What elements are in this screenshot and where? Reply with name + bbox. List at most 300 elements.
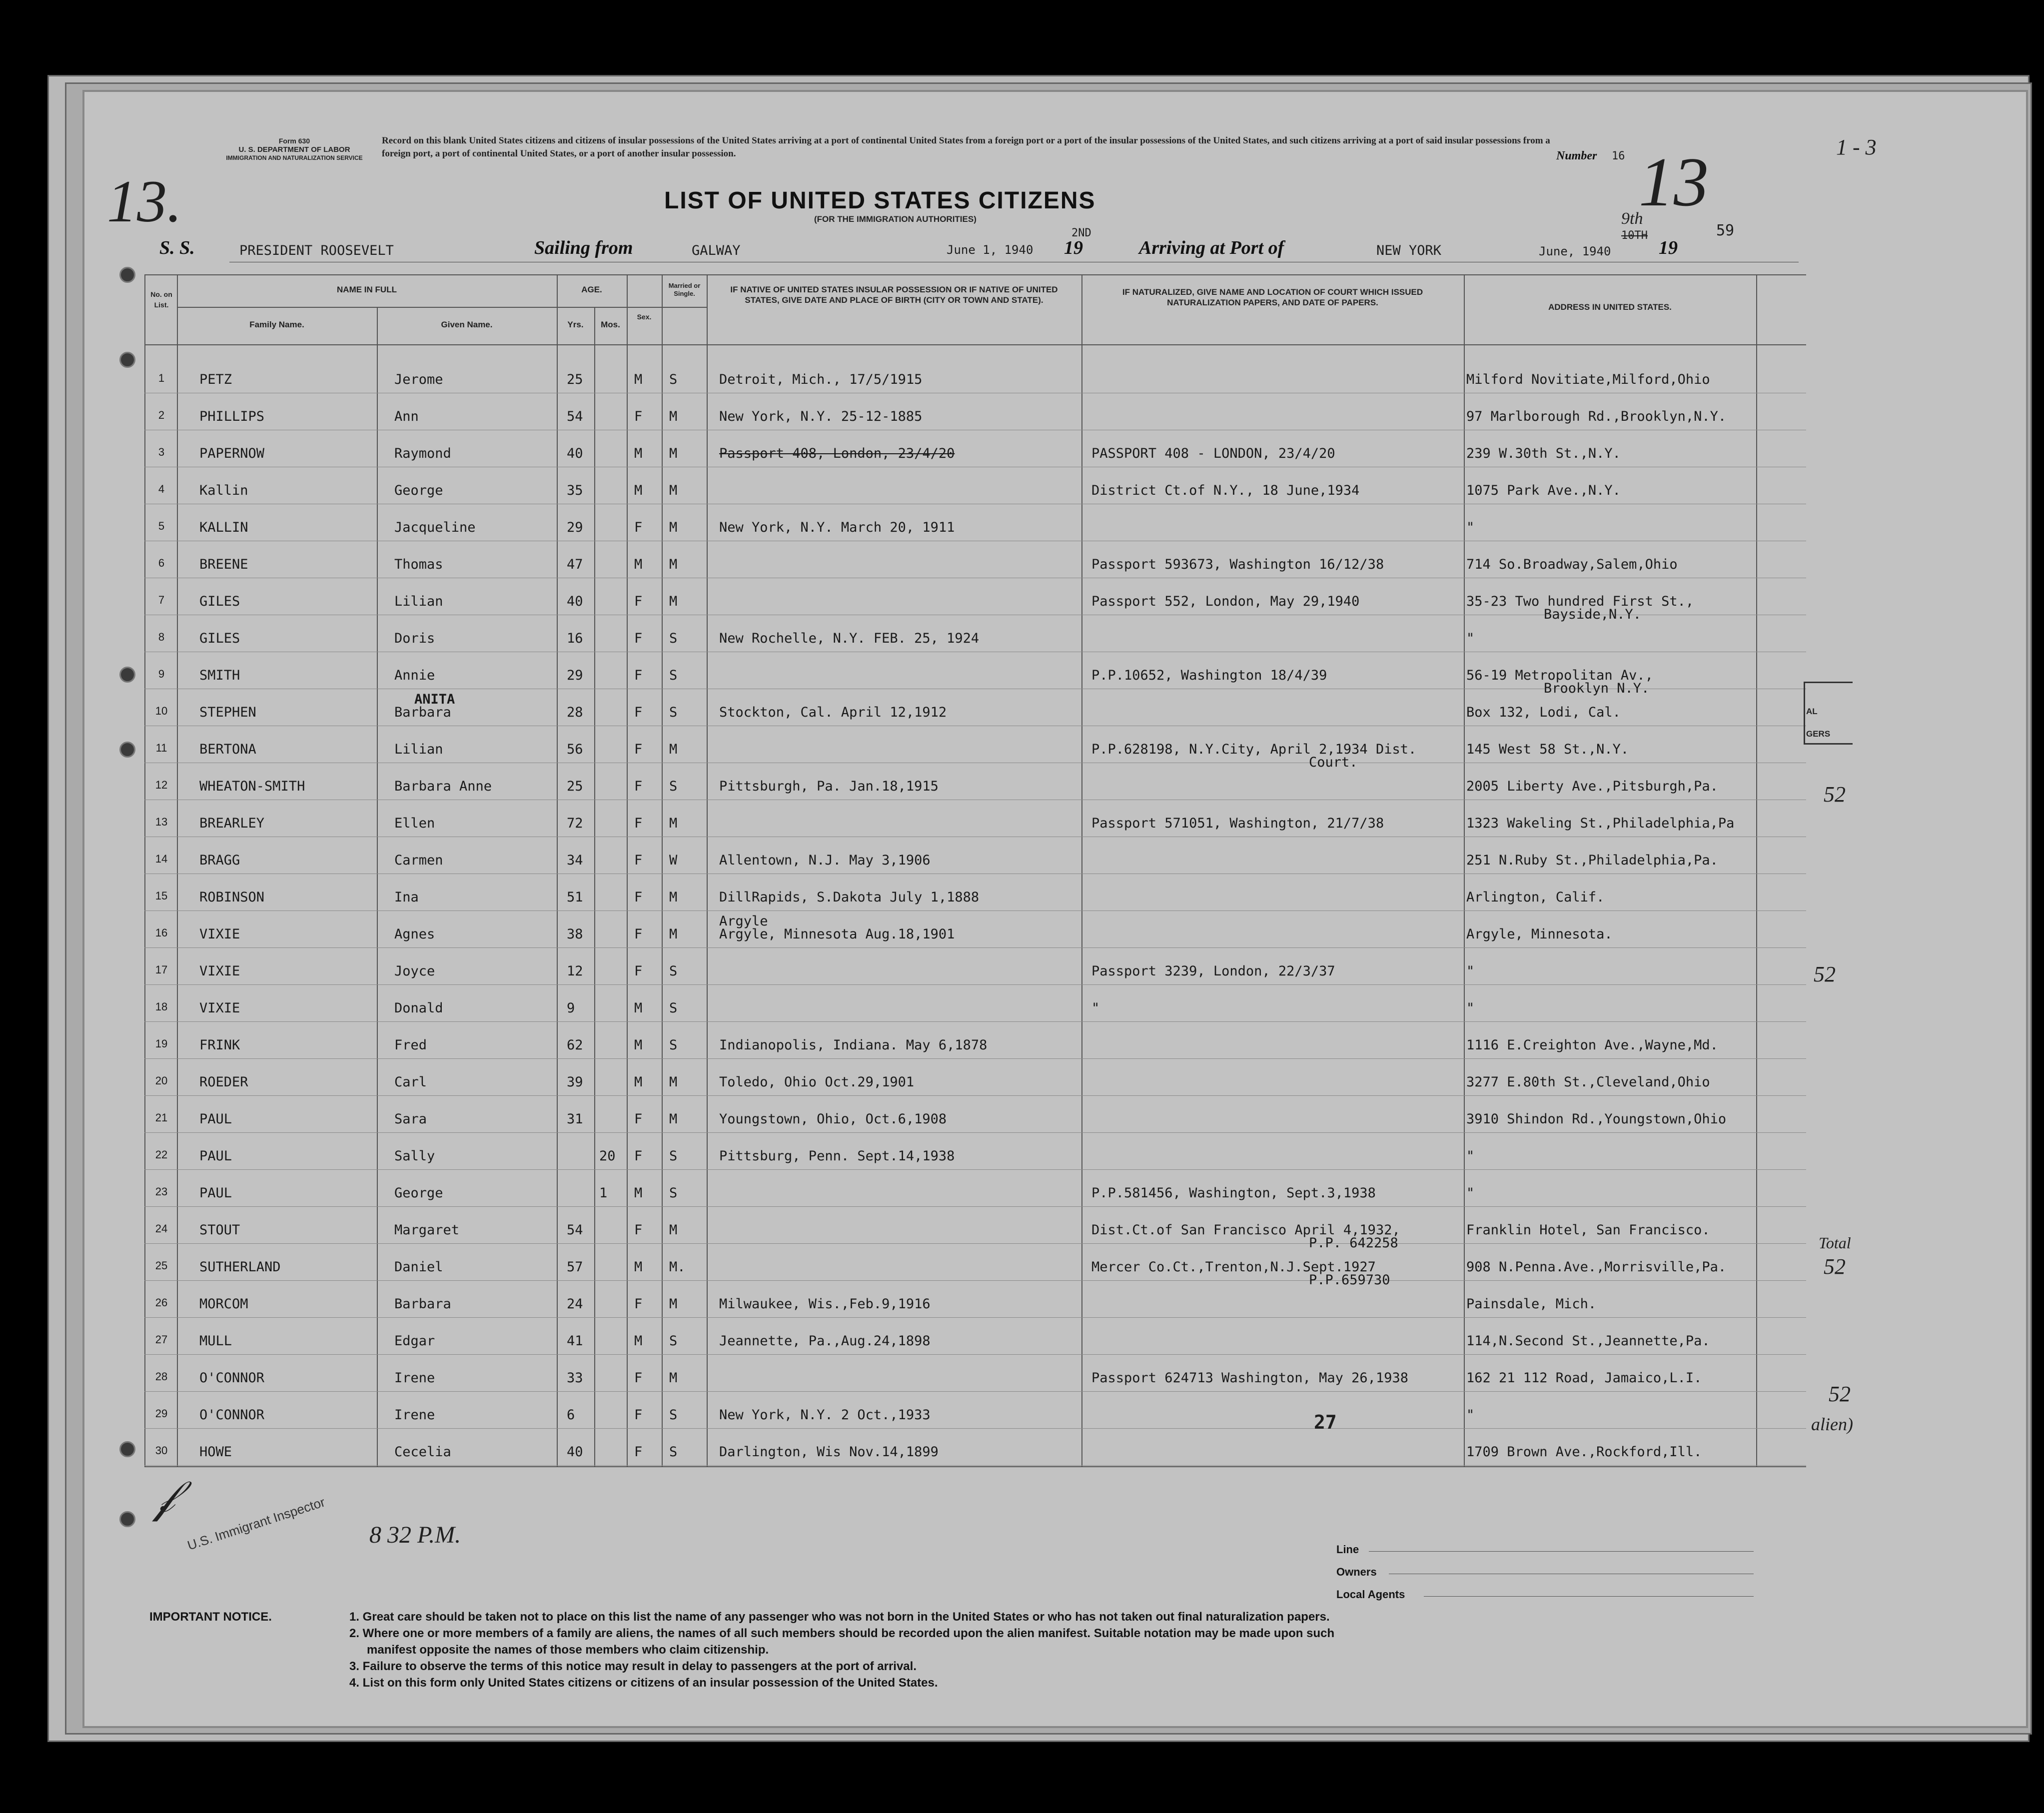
cell-yrs: 25 <box>567 779 583 794</box>
cell-yrs: 25 <box>567 372 583 387</box>
cell-nat: " <box>1091 1000 1100 1016</box>
cell-yrs: 6 <box>567 1407 575 1423</box>
cell-family: BREENE <box>199 557 248 572</box>
cell-ms: S <box>669 1444 678 1460</box>
cell-given: George <box>394 483 443 498</box>
number-label: Number <box>1556 149 1597 162</box>
cell-native: Argyle, Minnesota Aug.18,1901 <box>719 926 955 942</box>
total-value: 52 <box>1824 1254 1846 1279</box>
header-sex: Sex. <box>637 313 652 321</box>
cell-addr: 3910 Shindon Rd.,Youngstown,Ohio <box>1466 1111 1727 1127</box>
number-hand: 13 <box>1639 143 1709 221</box>
cell-yrs: 57 <box>567 1259 583 1275</box>
cell-family: BREARLEY <box>199 816 265 831</box>
row-rule <box>144 1280 1806 1281</box>
cell-addr: Arlington, Calif. <box>1466 890 1605 905</box>
cell-addr: " <box>1466 631 1475 646</box>
cell-given: Joyce <box>394 963 435 979</box>
cell-given: Ellen <box>394 816 435 831</box>
cell-ms: W <box>669 853 678 868</box>
cell-family: O'CONNOR <box>199 1407 265 1423</box>
service: IMMIGRATION AND NATURALIZATION SERVICE <box>226 154 363 161</box>
cell-addr: Box 132, Lodi, Cal. <box>1466 705 1621 720</box>
cell-family: BERTONA <box>199 742 256 757</box>
cell-ms: M <box>669 1370 678 1386</box>
cell-yrs: 12 <box>567 963 583 979</box>
cell-yrs: 33 <box>567 1370 583 1386</box>
row-rule <box>144 1317 1806 1318</box>
cell-ms: M <box>669 1222 678 1238</box>
cell-addr: 97 Marlborough Rd.,Brooklyn,N.Y. <box>1466 409 1727 424</box>
cell-sex: F <box>634 779 643 794</box>
cell-addr: 162 21 112 Road, Jamaico,L.I. <box>1466 1370 1702 1386</box>
notice-2b: manifest opposite the names of those members who claim citizenship. <box>367 1643 769 1657</box>
cell-addr-cont: Bayside,N.Y. <box>1544 607 1642 622</box>
header-age: AGE. <box>581 285 602 294</box>
cell-sex: F <box>634 1148 643 1164</box>
record-instructions: Record on this blank United States citizens and citizens of insular possessions of the United States arriving at a port of continental United States from a foreign port or a port of the insular possessions of the United States, and such citizens arriving at a port of said insular possessions from a foreign port, a port of continental United States, or a port of another insular possession. <box>382 135 1550 159</box>
cell-no: 11 <box>155 742 167 754</box>
cell-given: Sara <box>394 1111 427 1127</box>
cell-native-correction: Argyle <box>719 913 768 929</box>
cell-given: Barbara <box>394 1296 451 1312</box>
cell-family: Kallin <box>199 483 248 498</box>
cell-addr: 714 So.Broadway,Salem,Ohio <box>1466 557 1678 572</box>
cell-sex: F <box>634 742 643 757</box>
line-field <box>1369 1551 1754 1552</box>
cell-no: 28 <box>155 1370 168 1383</box>
cell-no: 9 <box>158 668 165 680</box>
cell-yrs: 40 <box>567 594 583 609</box>
cell-family: PETZ <box>199 372 232 387</box>
cell-addr: 1075 Park Ave.,N.Y. <box>1466 483 1621 498</box>
cell-sex: F <box>634 926 643 942</box>
cell-addr: " <box>1466 1148 1475 1164</box>
cell-addr: Milford Novitiate,Milford,Ohio <box>1466 372 1710 387</box>
cell-native: Stockton, Cal. April 12,1912 <box>719 705 947 720</box>
cell-sex: M <box>634 1185 643 1201</box>
hand-time: 8 32 P.M. <box>369 1522 461 1548</box>
sail-date: June 1, 1940 <box>947 243 1033 257</box>
manifest-page <box>82 90 2028 1728</box>
cell-ms: M <box>669 557 678 572</box>
cell-nat: Dist.Ct.of San Francisco April 4,1932, <box>1091 1222 1400 1238</box>
header-yrs: Yrs. <box>567 320 584 329</box>
cell-yrs: 31 <box>567 1111 583 1127</box>
cell-no: 21 <box>155 1111 168 1124</box>
cell-family: GILES <box>199 594 240 609</box>
line-label: Line <box>1336 1543 1359 1556</box>
cell-no: 19 <box>155 1037 168 1050</box>
cell-given-correction: ANITA <box>414 692 455 707</box>
cell-native: DillRapids, S.Dakota July 1,1888 <box>719 890 980 905</box>
cell-given: Ina <box>394 890 419 905</box>
tally-1: 52 <box>1824 782 1846 807</box>
cell-native: Allentown, N.J. May 3,1906 <box>719 853 931 868</box>
cell-ms: M <box>669 483 678 498</box>
row-rule <box>144 1058 1806 1059</box>
cell-nat: P.P.581456, Washington, Sept.3,1938 <box>1091 1185 1376 1201</box>
cell-addr: 239 W.30th St.,N.Y. <box>1466 446 1621 461</box>
arriving-label: Arriving at Port of <box>1139 237 1284 258</box>
page-number: 59 <box>1716 222 1735 239</box>
cell-sex: F <box>634 1222 643 1238</box>
cell-ms: S <box>669 1148 678 1164</box>
cell-family: PAPERNOW <box>199 446 265 461</box>
cell-native: Pittsburgh, Pa. Jan.18,1915 <box>719 779 939 794</box>
cell-yrs: 51 <box>567 890 583 905</box>
row-rule <box>144 1132 1806 1133</box>
cell-given: Doris <box>394 631 435 646</box>
cell-sex: F <box>634 520 643 535</box>
cell-ms: S <box>669 1333 678 1349</box>
cell-no: 2 <box>158 409 165 421</box>
cell-native: New York, N.Y. 2 Oct.,1933 <box>719 1407 931 1423</box>
cell-no: 29 <box>155 1407 168 1420</box>
cell-yrs: 9 <box>567 1000 575 1016</box>
cell-sex: M <box>634 1074 643 1090</box>
cell-yrs: 72 <box>567 816 583 831</box>
cell-family: WHEATON-SMITH <box>199 779 305 794</box>
cell-nat: PASSPORT 408 - LONDON, 23/4/20 <box>1091 446 1335 461</box>
cell-native: Pittsburg, Penn. Sept.14,1938 <box>719 1148 955 1164</box>
cell-yrs: 38 <box>567 926 583 942</box>
inspector-stamp: U.S. Immigrant Inspector <box>185 1494 327 1553</box>
cell-ms: S <box>669 1185 678 1201</box>
cell-family: HOWE <box>199 1444 232 1460</box>
cell-ms: S <box>669 1000 678 1016</box>
cell-addr: 56-19 Metropolitan Av., <box>1466 668 1653 683</box>
row-rule <box>144 984 1806 985</box>
cell-addr: " <box>1466 1185 1475 1201</box>
form-number: Form 630 <box>278 137 310 145</box>
cell-yrs: 39 <box>567 1074 583 1090</box>
header-married: Married or Single. <box>668 282 701 297</box>
cell-family: MORCOM <box>199 1296 248 1312</box>
sailing-label: Sailing from <box>534 237 633 258</box>
row-rule <box>144 1391 1806 1392</box>
cell-family: FRINK <box>199 1037 240 1053</box>
cell-yrs: 28 <box>567 705 583 720</box>
notice-title: IMPORTANT NOTICE. <box>149 1610 272 1624</box>
cell-native: New York, N.Y. March 20, 1911 <box>719 520 955 535</box>
cell-no: 6 <box>158 557 165 569</box>
cell-yrs: 47 <box>567 557 583 572</box>
department: U. S. DEPARTMENT OF LABOR <box>238 145 350 154</box>
cell-family: BRAGG <box>199 853 240 868</box>
manifest-table-body <box>84 92 2026 1726</box>
cell-native: Detroit, Mich., 17/5/1915 <box>719 372 923 387</box>
row-rule <box>144 1169 1806 1170</box>
to-port: NEW YORK <box>1376 243 1442 258</box>
cell-nat: Passport 552, London, May 29,1940 <box>1091 594 1360 609</box>
cell-nat: Mercer Co.Ct.,Trenton,N.J.Sept.1927 <box>1091 1259 1376 1275</box>
row-rule <box>144 1206 1806 1207</box>
left-hand-mark: 13. <box>107 168 182 234</box>
cell-addr: 114,N.Second St.,Jeannette,Pa. <box>1466 1333 1710 1349</box>
cell-yrs: 54 <box>567 1222 583 1238</box>
cell-sex: F <box>634 1370 643 1386</box>
cell-addr: 3277 E.80th St.,Cleveland,Ohio <box>1466 1074 1710 1090</box>
cell-given: Fred <box>394 1037 427 1053</box>
cell-family: STEPHEN <box>199 705 256 720</box>
cell-given: Cecelia <box>394 1444 451 1460</box>
page-title: LIST OF UNITED STATES CITIZENS <box>664 187 1096 214</box>
cell-native: New York, N.Y. 25-12-1885 <box>719 409 923 424</box>
cell-given: Lilian <box>394 742 443 757</box>
cell-no: 5 <box>158 520 165 532</box>
cell-no: 7 <box>158 594 165 606</box>
cell-no: 3 <box>158 446 165 458</box>
cell-family: PHILLIPS <box>199 409 265 424</box>
cell-native: Darlington, Wis Nov.14,1899 <box>719 1444 939 1460</box>
cell-sex: F <box>634 668 643 683</box>
cell-given: Carl <box>394 1074 427 1090</box>
cell-no: 30 <box>155 1444 168 1457</box>
header-name-in-full: NAME IN FULL <box>337 285 397 294</box>
cell-given: Jerome <box>394 372 443 387</box>
cell-addr: " <box>1466 1407 1475 1423</box>
cell-family: PAUL <box>199 1111 232 1127</box>
header-address: ADDRESS IN UNITED STATES. <box>1548 302 1672 312</box>
row-rule <box>144 1428 1806 1429</box>
cell-given: Irene <box>394 1370 435 1386</box>
cell-yrs: 62 <box>567 1037 583 1053</box>
year-suffix-2: 19 <box>1659 237 1678 258</box>
cell-addr: 1323 Wakeling St.,Philadelphia,Pa <box>1466 816 1735 831</box>
row-rule <box>144 1354 1806 1355</box>
cell-given: Carmen <box>394 853 443 868</box>
cell-addr: 1709 Brown Ave.,Rockford,Ill. <box>1466 1444 1702 1460</box>
number-typed: 16 <box>1611 150 1625 162</box>
cell-addr: 251 N.Ruby St.,Philadelphia,Pa. <box>1466 853 1718 868</box>
cell-sex: F <box>634 1111 643 1127</box>
cell-yrs: 41 <box>567 1333 583 1349</box>
cell-yrs: 40 <box>567 446 583 461</box>
row-rule <box>144 1021 1806 1022</box>
cell-sex: F <box>634 963 643 979</box>
cell-yrs: 16 <box>567 631 583 646</box>
cell-given: Irene <box>394 1407 435 1423</box>
cell-given: Jacqueline <box>394 520 476 535</box>
notice-2a: 2. Where one or more members of a family are aliens, the names of all such members should be recorded upon the alien manifest. Suitable notation may be made upon such <box>349 1627 1335 1640</box>
cell-family: STOUT <box>199 1222 240 1238</box>
cell-sex: F <box>634 1407 643 1423</box>
cell-nat: P.P.10652, Washington 18/4/39 <box>1091 668 1327 683</box>
row-rule <box>144 1095 1806 1096</box>
cell-sex: M <box>634 446 643 461</box>
cell-sex: M <box>634 1037 643 1053</box>
year-suffix-1: 19 <box>1064 237 1083 258</box>
cell-mos: 1 <box>599 1185 608 1201</box>
cell-family: PAUL <box>199 1185 232 1201</box>
cell-sex: M <box>634 1000 643 1016</box>
header-naturalized: IF NATURALIZED, GIVE NAME AND LOCATION OF COURT WHICH ISSUED NATURALIZATION PAPERS, AND DATE OF PAPERS. <box>1122 287 1423 307</box>
cell-no: 14 <box>155 853 168 865</box>
cell-no: 15 <box>155 890 168 902</box>
cell-yrs: 35 <box>567 483 583 498</box>
cell-sex: F <box>634 631 643 646</box>
cell-native: Youngstown, Ohio, Oct.6,1908 <box>719 1111 947 1127</box>
cell-family: SUTHERLAND <box>199 1259 281 1275</box>
cell-sex: F <box>634 1444 643 1460</box>
cell-native: Indianopolis, Indiana. May 6,1878 <box>719 1037 988 1053</box>
row-rule <box>144 910 1806 911</box>
ship-name: PRESIDENT ROOSEVELT <box>239 243 394 258</box>
cell-given: Barbara Anne <box>394 779 492 794</box>
cell-yrs: 40 <box>567 1444 583 1460</box>
tally-2: 52 <box>1814 962 1836 986</box>
cell-sex: M <box>634 1333 643 1349</box>
right-label-1: AL <box>1806 707 1818 716</box>
ss-label: S. S. <box>159 237 195 258</box>
cell-addr: Argyle, Minnesota. <box>1466 926 1613 942</box>
cell-sex: F <box>634 409 643 424</box>
inspector-signature: 𝒻 <box>154 1472 175 1522</box>
arrival-date: June, 1940 <box>1539 244 1611 258</box>
cell-given: Raymond <box>394 446 451 461</box>
cell-ms: S <box>669 705 678 720</box>
cell-addr: 908 N.Penna.Ave.,Morrisville,Pa. <box>1466 1259 1727 1275</box>
cell-no: 17 <box>155 963 168 976</box>
cell-ms: M <box>669 409 678 424</box>
cell-mos: 20 <box>599 1148 616 1164</box>
cell-sex: F <box>634 705 643 720</box>
cell-family: VIXIE <box>199 926 240 942</box>
cell-no: 23 <box>155 1185 168 1198</box>
tally-3: 52 <box>1829 1382 1851 1406</box>
cell-family: PAUL <box>199 1148 232 1164</box>
day-struck: 10TH <box>1621 229 1648 242</box>
cell-sex: M <box>634 483 643 498</box>
header-mos: Mos. <box>601 320 620 329</box>
cell-no: 22 <box>155 1148 168 1161</box>
cell-native: Toledo, Ohio Oct.29,1901 <box>719 1074 915 1090</box>
cell-sex: M <box>634 557 643 572</box>
cell-no: 16 <box>155 926 168 939</box>
cell-no: 8 <box>158 631 165 643</box>
cell-given: Lilian <box>394 594 443 609</box>
cell-ms: M. <box>669 1259 686 1275</box>
cell-addr: " <box>1466 963 1475 979</box>
cell-nat: Passport 3239, London, 22/3/37 <box>1091 963 1335 979</box>
cell-given: Agnes <box>394 926 435 942</box>
cell-no: 24 <box>155 1222 168 1235</box>
day-hand: 9th <box>1621 209 1643 228</box>
cell-family: GILES <box>199 631 240 646</box>
cell-ms: S <box>669 372 678 387</box>
cell-ms: M <box>669 1111 678 1127</box>
cell-yrs: 29 <box>567 520 583 535</box>
cell-native: New Rochelle, N.Y. FEB. 25, 1924 <box>719 631 980 646</box>
cell-sex: F <box>634 890 643 905</box>
cell-nat-cont: P.P. 642258 <box>1309 1235 1398 1251</box>
cell-native: Passport 408, London, 23/4/20 <box>719 446 955 461</box>
row-rule <box>144 947 1806 948</box>
cell-addr: 2005 Liberty Ave.,Pitsburgh,Pa. <box>1466 779 1718 794</box>
header-no: No. on List. <box>150 290 172 309</box>
cell-yrs: 34 <box>567 853 583 868</box>
cell-sex: M <box>634 1259 643 1275</box>
cell-ms: S <box>669 631 678 646</box>
cell-ms: M <box>669 520 678 535</box>
cell-family: KALLIN <box>199 520 248 535</box>
cell-family: ROEDER <box>199 1074 248 1090</box>
cell-no: 12 <box>155 779 168 791</box>
cell-given: Donald <box>394 1000 443 1016</box>
cell-addr: Franklin Hotel, San Francisco. <box>1466 1222 1710 1238</box>
cell-ms: M <box>669 926 678 942</box>
header-given: Given Name. <box>441 320 493 329</box>
cell-yrs: 29 <box>567 668 583 683</box>
cell-no: 10 <box>155 705 168 717</box>
cell-addr: 1116 E.Creighton Ave.,Wayne,Md. <box>1466 1037 1718 1053</box>
owners-label: Owners <box>1336 1566 1377 1578</box>
cell-no: 26 <box>155 1296 168 1309</box>
page-subtitle: (FOR THE IMMIGRATION AUTHORITIES) <box>814 214 977 224</box>
cell-ms: S <box>669 1407 678 1423</box>
cell-family: MULL <box>199 1333 232 1349</box>
row-rule <box>144 1243 1806 1244</box>
cell-addr: " <box>1466 520 1475 535</box>
notice-1: 1. Great care should be taken not to place on this list the name of any passenger who was not born in the United States or who has not taken out final naturalization papers. <box>349 1610 1330 1624</box>
cell-ms: S <box>669 1037 678 1053</box>
stamp-27: 27 <box>1314 1411 1337 1433</box>
cell-addr-cont: Brooklyn N.Y. <box>1544 681 1650 696</box>
cell-sex: F <box>634 853 643 868</box>
row-rule <box>144 1465 1806 1466</box>
notice-3: 3. Failure to observe the terms of this notice may result in delay to passengers at the port of arrival. <box>349 1660 917 1673</box>
cell-given: Thomas <box>394 557 443 572</box>
agents-field <box>1424 1596 1754 1597</box>
corner-mark: 1 - 3 <box>1836 135 1877 159</box>
cell-addr: " <box>1466 1000 1475 1016</box>
cell-nat: P.P.628198, N.Y.City, April 2,1934 Dist. <box>1091 742 1417 757</box>
cell-given: Ann <box>394 409 419 424</box>
cell-nat: Passport 571051, Washington, 21/7/38 <box>1091 816 1384 831</box>
cell-no: 4 <box>158 483 165 495</box>
cell-given: Daniel <box>394 1259 443 1275</box>
cell-no: 27 <box>155 1333 168 1346</box>
cell-family: SMITH <box>199 668 240 683</box>
cell-yrs: 54 <box>567 409 583 424</box>
agents-label: Local Agents <box>1336 1588 1405 1601</box>
total-label: Total <box>1819 1234 1851 1252</box>
cell-nat-cont: Court. <box>1309 755 1358 770</box>
cell-no: 18 <box>155 1000 168 1013</box>
cell-ms: M <box>669 742 678 757</box>
cell-no: 20 <box>155 1074 168 1087</box>
cell-no: 13 <box>155 816 168 828</box>
cell-given: George <box>394 1185 443 1201</box>
cell-family: O'CONNOR <box>199 1370 265 1386</box>
cell-no: 1 <box>158 372 165 384</box>
cell-given: Edgar <box>394 1333 435 1349</box>
second-mark: 2ND <box>1071 227 1091 239</box>
cell-ms: M <box>669 594 678 609</box>
cell-given: Margaret <box>394 1222 460 1238</box>
cell-addr: 145 West 58 St.,N.Y. <box>1466 742 1629 757</box>
header-native: IF NATIVE OF UNITED STATES INSULAR POSSESSION OR IF NATIVE OF UNITED STATES, GIVE DATE AND PLACE OF BIRTH (CITY OR TOWN AND STATE). <box>730 285 1058 305</box>
cell-addr: 35-23 Two hundred First St., <box>1466 594 1694 609</box>
cell-ms: M <box>669 816 678 831</box>
from-port: GALWAY <box>692 243 741 258</box>
cell-given: Barbara <box>394 705 451 720</box>
cell-native: Milwaukee, Wis.,Feb.9,1916 <box>719 1296 931 1312</box>
cell-native: Jeannette, Pa.,Aug.24,1898 <box>719 1333 931 1349</box>
cell-sex: M <box>634 372 643 387</box>
cell-yrs: 56 <box>567 742 583 757</box>
